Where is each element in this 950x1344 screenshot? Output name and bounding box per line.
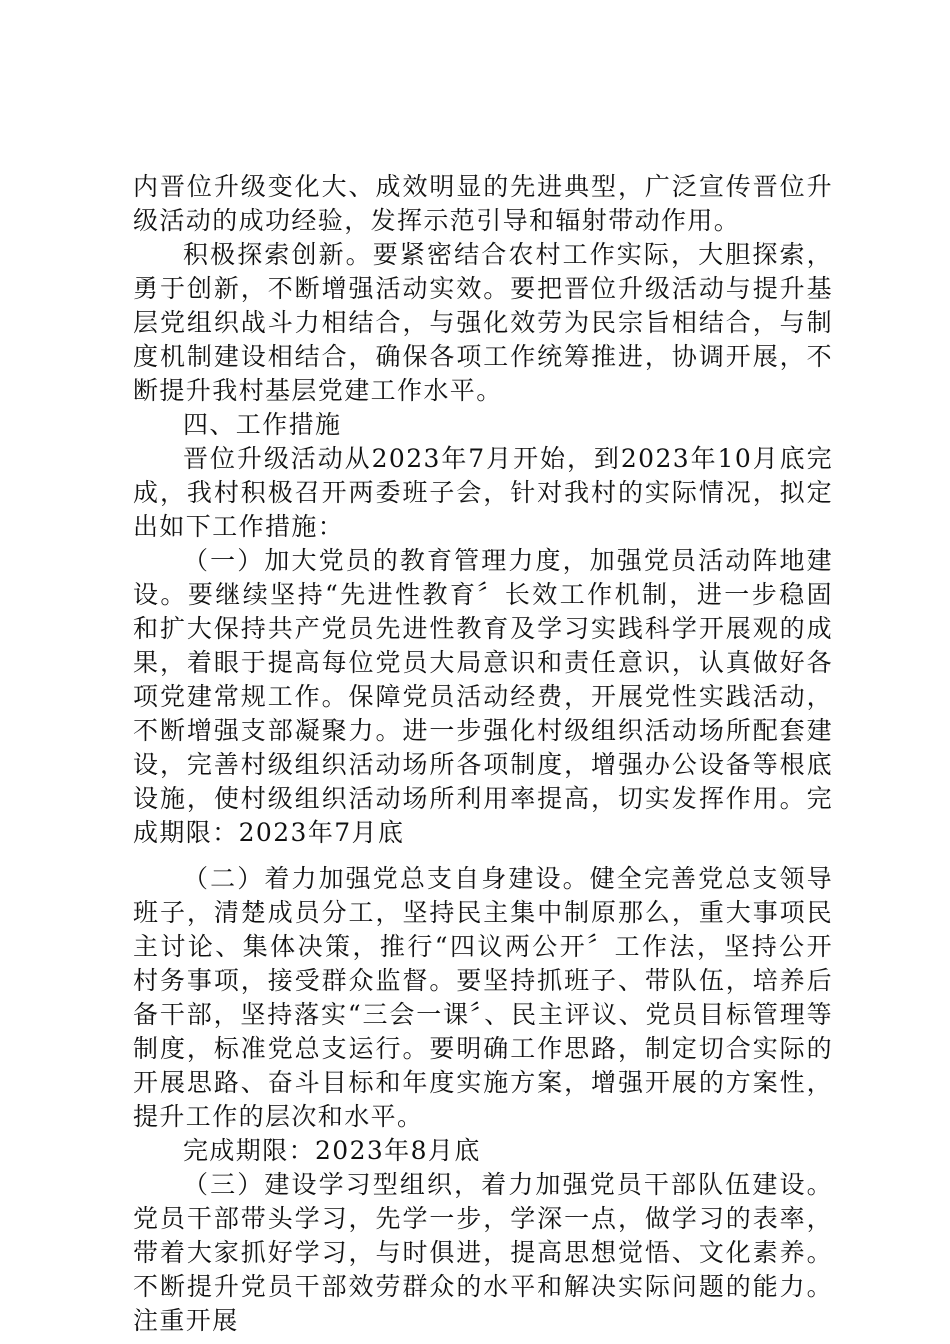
paragraph-activity-schedule: 晋位升级活动从2023年7月开始，到2023年10月底完成，我村积极召开两委班子会，针对我村的实际情况，拟定出如下工作措施： [133, 444, 833, 541]
paragraph-innovation: 积极探索创新。要紧密结合农村工作实际，大胆探索，勇于创新，不断增强活动实效。要把晋位升级活动与提升基层党组织战斗力相结合，与强化效劳为民宗旨相结合，与制度机制建设相结合，确保各项工作统筹推进，协调开展，不断提升我村基层党建工作水平。 [133, 240, 833, 405]
document-body [133, 170, 833, 1338]
measure-item-3: （三）建设学习型组织，着力加强党员干部队伍建设。党员干部带头学习，先学一步，学深一点，做学习的表率，带着大家抓好学习，与时俱进，提高思想觉悟、文化素养。不断提升党员干部效劳群众的水平和解决实际问题的能力。注重开展 [133, 1170, 833, 1335]
paragraph-typical-models: 内晋位升级变化大、成效明显的先进典型，广泛宣传晋位升级活动的成功经验，发挥示范引导和辐射带动作用。 [133, 172, 833, 235]
measure-item-2: （二）着力加强党总支自身建设。健全完善党总支领导班子，清楚成员分工，坚持民主集中制原那么，重大事项民主讨论、集体决策，推行“四议两公开〞工作法，坚持公开村务事项，接受群众监督。要坚持抓班子、带队伍，培养后备干部，坚持落实“三会一课〞、民主评议、党员目标管理等制度，标准党总支运行。要明确工作思路，制定切合实际的开展思路、奋斗目标和年度实施方案，增强开展的方案性，提升工作的层次和水平。 [133, 864, 833, 1131]
section-heading-work-measures: 四、工作措施 [183, 410, 342, 439]
measure-item-1: （一）加大党员的教育管理力度，加强党员活动阵地建设。要继续坚持“先进性教育〞长效工作机制，进一步稳固和扩大保持共产党员先进性教育及学习实践科学开展观的成果，着眼于提高每位党员大局意识和责任意识，认真做好各项党建常规工作。保障党员活动经费，开展党性实践活动，不断增强支部凝聚力。进一步强化村级组织活动场所配套建设，完善村级组织活动场所各项制度，增强办公设备等根底设施，使村级组织活动场所利用率提高，切实发挥作用。完成期限：2023年7月底 [133, 546, 833, 847]
measure-item-2-deadline: 完成期限：2023年8月底 [183, 1136, 481, 1165]
